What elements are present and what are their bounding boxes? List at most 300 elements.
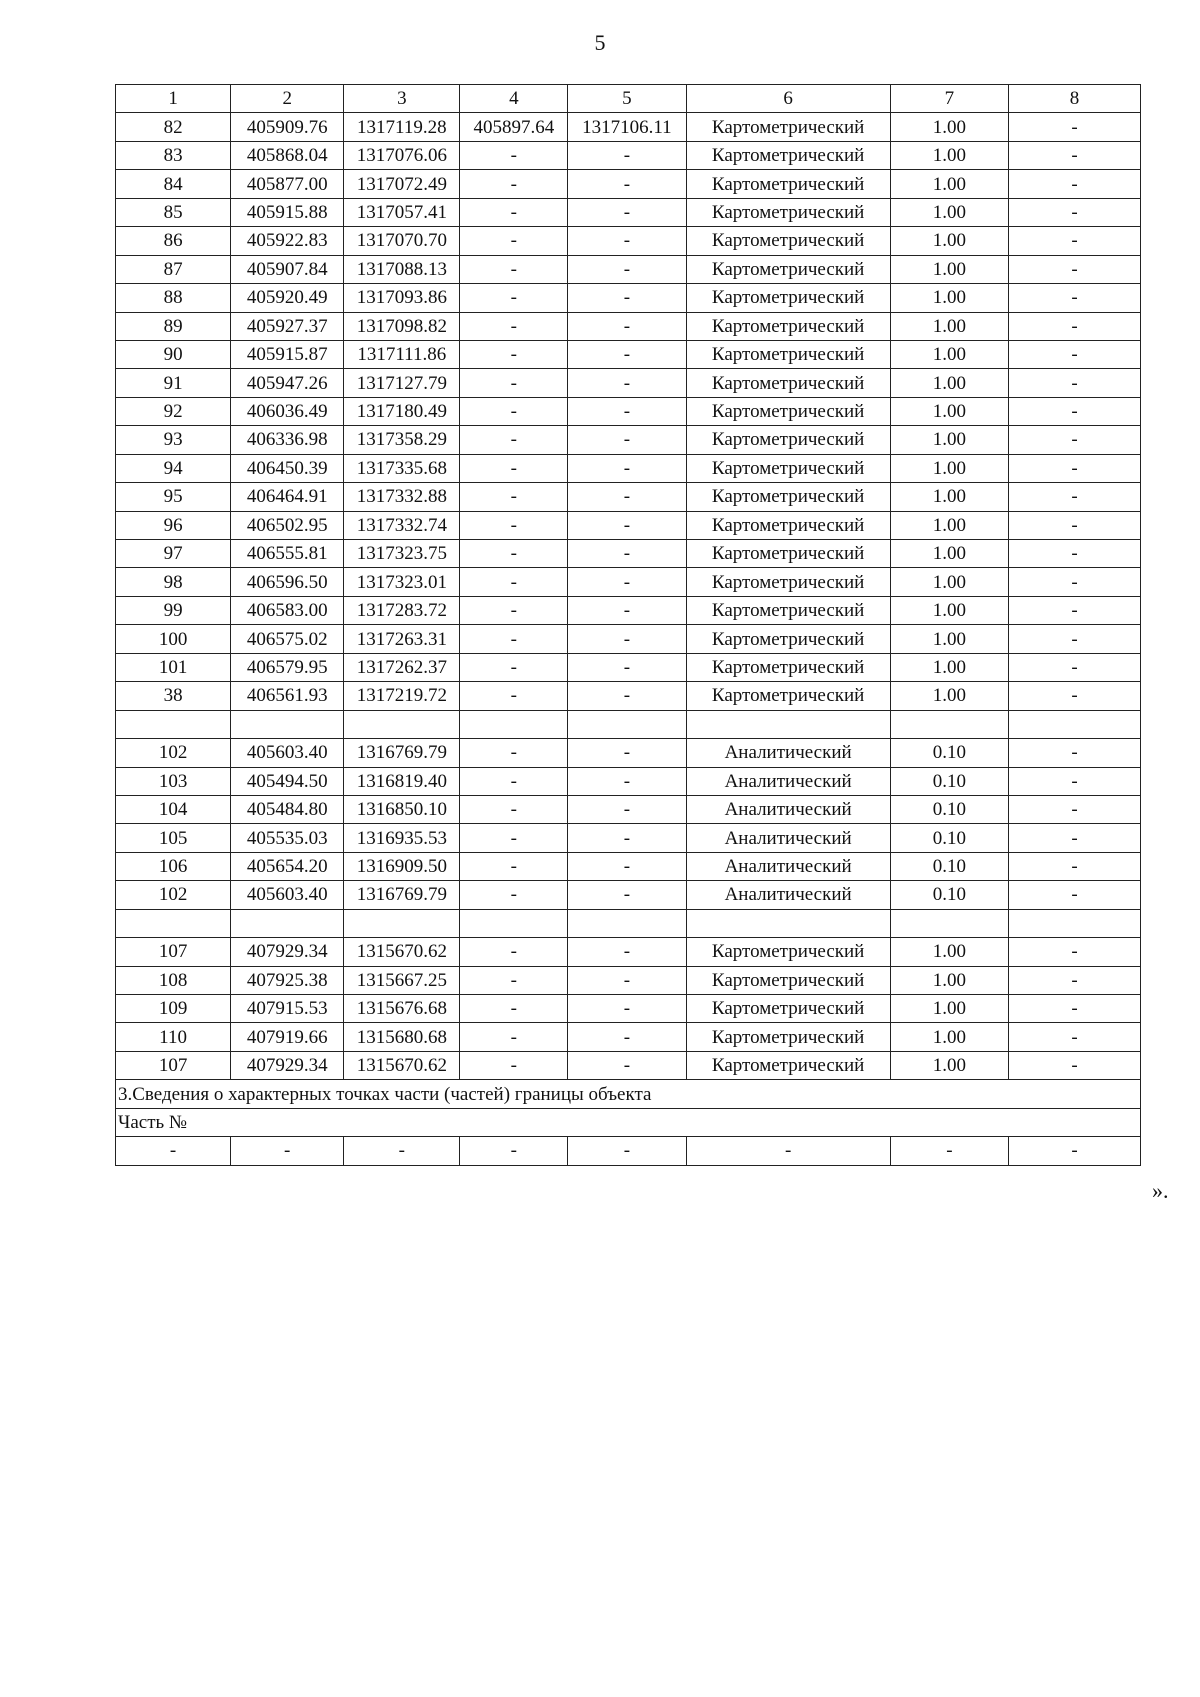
table-cell: - bbox=[568, 1051, 686, 1079]
table-cell: 1317088.13 bbox=[344, 255, 460, 283]
table-cell: Картометрический bbox=[686, 653, 890, 681]
table-cell: 1317283.72 bbox=[344, 596, 460, 624]
table-cell: - bbox=[460, 483, 568, 511]
table-cell: 407919.66 bbox=[231, 1023, 344, 1051]
table-row bbox=[116, 682, 1141, 710]
table-cell: 405907.84 bbox=[231, 255, 344, 283]
table-cell: Картометрический bbox=[686, 995, 890, 1023]
table-row bbox=[116, 198, 1141, 226]
table-cell: 0.10 bbox=[890, 795, 1008, 823]
table-row bbox=[116, 454, 1141, 482]
table-cell: 105 bbox=[116, 824, 231, 852]
table-cell: - bbox=[1009, 511, 1141, 539]
table-cell: 405947.26 bbox=[231, 369, 344, 397]
table-cell: Картометрический bbox=[686, 966, 890, 994]
table-row bbox=[116, 397, 1141, 425]
table-row bbox=[116, 426, 1141, 454]
table-cell: - bbox=[568, 483, 686, 511]
section-title-row-text: 3.Сведения о характерных точках части (частей) границы объекта bbox=[116, 1080, 1141, 1108]
table-cell: 1317070.70 bbox=[344, 227, 460, 255]
table-cell: 1317119.28 bbox=[344, 113, 460, 141]
table-cell: 406450.39 bbox=[231, 454, 344, 482]
table-cell: 406596.50 bbox=[231, 568, 344, 596]
table-cell: 103 bbox=[116, 767, 231, 795]
table-cell: - bbox=[1009, 596, 1141, 624]
table-cell: 95 bbox=[116, 483, 231, 511]
table-cell: 407929.34 bbox=[231, 938, 344, 966]
table-cell: 84 bbox=[116, 170, 231, 198]
table-cell: 1.00 bbox=[890, 397, 1008, 425]
table-cell: Картометрический bbox=[686, 397, 890, 425]
table-cell: 1.00 bbox=[890, 511, 1008, 539]
table-cell: 93 bbox=[116, 426, 231, 454]
table-cell: 405535.03 bbox=[231, 824, 344, 852]
table-cell: 1317358.29 bbox=[344, 426, 460, 454]
table-row bbox=[116, 540, 1141, 568]
table-cell: - bbox=[1009, 824, 1141, 852]
final-row bbox=[116, 1137, 1141, 1165]
table-cell: 102 bbox=[116, 739, 231, 767]
table-cell: - bbox=[568, 1023, 686, 1051]
table-cell: 107 bbox=[116, 1051, 231, 1079]
table-cell: 1317262.37 bbox=[344, 653, 460, 681]
table-cell: Картометрический bbox=[686, 227, 890, 255]
table-cell: Картометрический bbox=[686, 596, 890, 624]
table-cell: 106 bbox=[116, 852, 231, 880]
table-cell: 102 bbox=[116, 881, 231, 909]
table-cell: 405868.04 bbox=[231, 141, 344, 169]
table-cell: 406579.95 bbox=[231, 653, 344, 681]
table-cell: - bbox=[568, 767, 686, 795]
table-cell: Аналитический bbox=[686, 852, 890, 880]
table-cell: - bbox=[1009, 653, 1141, 681]
table-cell: 1316850.10 bbox=[344, 795, 460, 823]
table-cell: 0.10 bbox=[890, 881, 1008, 909]
table-cell: - bbox=[568, 255, 686, 283]
table-row bbox=[116, 938, 1141, 966]
table-cell: 104 bbox=[116, 795, 231, 823]
table-cell: Картометрический bbox=[686, 540, 890, 568]
table-cell: 1315670.62 bbox=[344, 1051, 460, 1079]
table-cell: 1315670.62 bbox=[344, 938, 460, 966]
table-cell: 98 bbox=[116, 568, 231, 596]
table-row bbox=[116, 966, 1141, 994]
table-cell: - bbox=[568, 739, 686, 767]
table-cell: Аналитический bbox=[686, 881, 890, 909]
empty-cell bbox=[686, 710, 890, 738]
table-row bbox=[116, 739, 1141, 767]
table-cell: 405484.80 bbox=[231, 795, 344, 823]
table-cell: - bbox=[460, 966, 568, 994]
empty-cell bbox=[344, 909, 460, 937]
table-cell: - bbox=[1009, 141, 1141, 169]
table-cell: - bbox=[460, 596, 568, 624]
table-cell: - bbox=[460, 227, 568, 255]
table-cell: - bbox=[460, 141, 568, 169]
table-cell: 1.00 bbox=[890, 1051, 1008, 1079]
table-row bbox=[116, 483, 1141, 511]
table-cell: 1.00 bbox=[890, 340, 1008, 368]
table-cell: - bbox=[460, 682, 568, 710]
empty-cell bbox=[890, 710, 1008, 738]
table-cell: - bbox=[460, 255, 568, 283]
table-cell: - bbox=[460, 397, 568, 425]
table-cell: Картометрический bbox=[686, 625, 890, 653]
table-row bbox=[116, 824, 1141, 852]
table-cell: 0.10 bbox=[890, 824, 1008, 852]
table-cell: 0.10 bbox=[890, 739, 1008, 767]
header-row bbox=[116, 85, 1141, 113]
table-cell: 407925.38 bbox=[231, 966, 344, 994]
table-cell: Картометрический bbox=[686, 141, 890, 169]
empty-cell bbox=[568, 710, 686, 738]
table-cell: - bbox=[890, 1137, 1008, 1165]
empty-cell bbox=[1009, 909, 1141, 937]
table-cell: - bbox=[1009, 795, 1141, 823]
table-cell: - bbox=[568, 995, 686, 1023]
page-number: 5 bbox=[594, 30, 606, 55]
table-cell: 406502.95 bbox=[231, 511, 344, 539]
table-cell: Аналитический bbox=[686, 824, 890, 852]
table-cell: - bbox=[1009, 995, 1141, 1023]
empty-cell bbox=[231, 710, 344, 738]
table-cell: - bbox=[1009, 113, 1141, 141]
table-cell: Аналитический bbox=[686, 767, 890, 795]
table-cell: - bbox=[1009, 1137, 1141, 1165]
table-cell: Картометрический bbox=[686, 682, 890, 710]
table-cell: - bbox=[460, 767, 568, 795]
table-cell: - bbox=[568, 625, 686, 653]
table-cell: - bbox=[568, 540, 686, 568]
table-cell: 405920.49 bbox=[231, 284, 344, 312]
table-cell: 1317111.86 bbox=[344, 340, 460, 368]
table-row bbox=[116, 340, 1141, 368]
part-label-row-text: Часть № bbox=[116, 1108, 1141, 1136]
table-cell: 1317127.79 bbox=[344, 369, 460, 397]
table-cell: Картометрический bbox=[686, 198, 890, 226]
table-cell: 94 bbox=[116, 454, 231, 482]
table-cell: 88 bbox=[116, 284, 231, 312]
table-cell: - bbox=[568, 369, 686, 397]
table-cell: 1.00 bbox=[890, 596, 1008, 624]
table-cell: 405922.83 bbox=[231, 227, 344, 255]
table-row bbox=[116, 141, 1141, 169]
table-cell: - bbox=[1009, 938, 1141, 966]
table-cell: 1.00 bbox=[890, 227, 1008, 255]
table-cell: - bbox=[1009, 966, 1141, 994]
table-cell: 406555.81 bbox=[231, 540, 344, 568]
table-cell: 1315680.68 bbox=[344, 1023, 460, 1051]
table-cell: 1315667.25 bbox=[344, 966, 460, 994]
table-row bbox=[116, 795, 1141, 823]
table-cell: Картометрический bbox=[686, 483, 890, 511]
table-cell: - bbox=[460, 312, 568, 340]
table-cell: Картометрический bbox=[686, 1051, 890, 1079]
table-cell: - bbox=[568, 284, 686, 312]
table-cell: 1315676.68 bbox=[344, 995, 460, 1023]
table-cell: - bbox=[568, 170, 686, 198]
table-cell: 86 bbox=[116, 227, 231, 255]
table-cell: - bbox=[116, 1137, 231, 1165]
table-cell: 1316769.79 bbox=[344, 881, 460, 909]
table-cell: 1317093.86 bbox=[344, 284, 460, 312]
table-cell: Аналитический bbox=[686, 795, 890, 823]
table-cell: 85 bbox=[116, 198, 231, 226]
table-cell: Картометрический bbox=[686, 568, 890, 596]
table-cell: 87 bbox=[116, 255, 231, 283]
empty-cell bbox=[686, 909, 890, 937]
table-cell: 4 bbox=[460, 85, 568, 113]
table-cell: - bbox=[460, 653, 568, 681]
table-cell: 1317323.01 bbox=[344, 568, 460, 596]
table-cell: - bbox=[1009, 881, 1141, 909]
table-cell: 1.00 bbox=[890, 966, 1008, 994]
table-cell: 1.00 bbox=[890, 198, 1008, 226]
table-cell: 99 bbox=[116, 596, 231, 624]
table-cell: 96 bbox=[116, 511, 231, 539]
table-cell: - bbox=[1009, 767, 1141, 795]
table-cell: 1317106.11 bbox=[568, 113, 686, 141]
table-cell: Картометрический bbox=[686, 284, 890, 312]
table-cell: - bbox=[1009, 198, 1141, 226]
table-cell: 0.10 bbox=[890, 767, 1008, 795]
table-cell: 0.10 bbox=[890, 852, 1008, 880]
table-row bbox=[116, 170, 1141, 198]
table-cell: Картометрический bbox=[686, 426, 890, 454]
table-row bbox=[116, 625, 1141, 653]
table-cell: 1.00 bbox=[890, 369, 1008, 397]
table-cell: Картометрический bbox=[686, 255, 890, 283]
table-cell: - bbox=[568, 795, 686, 823]
table-cell: 107 bbox=[116, 938, 231, 966]
table-cell: 407929.34 bbox=[231, 1051, 344, 1079]
closing-quote-mark: ». bbox=[1152, 1178, 1169, 1203]
part-label-row bbox=[116, 1108, 1141, 1136]
coordinates-table bbox=[115, 84, 1141, 1166]
table-row bbox=[116, 255, 1141, 283]
table-cell: 83 bbox=[116, 141, 231, 169]
table-cell: - bbox=[460, 568, 568, 596]
table-cell: 1317263.31 bbox=[344, 625, 460, 653]
table-cell: - bbox=[568, 397, 686, 425]
table-cell: 405915.87 bbox=[231, 340, 344, 368]
table-cell: 91 bbox=[116, 369, 231, 397]
table-cell: - bbox=[460, 625, 568, 653]
table-cell: - bbox=[568, 966, 686, 994]
table-cell: - bbox=[460, 454, 568, 482]
table-cell: 405603.40 bbox=[231, 881, 344, 909]
table-cell: - bbox=[568, 1137, 686, 1165]
table-cell: 1317323.75 bbox=[344, 540, 460, 568]
table-cell: 405654.20 bbox=[231, 852, 344, 880]
empty-cell bbox=[460, 909, 568, 937]
table-cell: 90 bbox=[116, 340, 231, 368]
table-cell: - bbox=[568, 824, 686, 852]
table-cell: 1.00 bbox=[890, 255, 1008, 283]
table-row bbox=[116, 852, 1141, 880]
table-cell: - bbox=[568, 568, 686, 596]
table-cell: 406583.00 bbox=[231, 596, 344, 624]
table-cell: - bbox=[460, 824, 568, 852]
table-row bbox=[116, 1051, 1141, 1079]
table-cell: 92 bbox=[116, 397, 231, 425]
table-cell: 1.00 bbox=[890, 682, 1008, 710]
table-cell: 1316935.53 bbox=[344, 824, 460, 852]
table-cell: - bbox=[460, 170, 568, 198]
table-cell: 3 bbox=[344, 85, 460, 113]
table-row bbox=[116, 995, 1141, 1023]
table-cell: 5 bbox=[568, 85, 686, 113]
table-cell: - bbox=[568, 141, 686, 169]
table-cell: 1.00 bbox=[890, 284, 1008, 312]
empty-cell bbox=[116, 909, 231, 937]
table-cell: 1316909.50 bbox=[344, 852, 460, 880]
table-cell: 1.00 bbox=[890, 540, 1008, 568]
table-cell: - bbox=[1009, 540, 1141, 568]
table-cell: - bbox=[686, 1137, 890, 1165]
table-cell: Картометрический bbox=[686, 1023, 890, 1051]
table-cell: - bbox=[568, 198, 686, 226]
table-cell: 1.00 bbox=[890, 312, 1008, 340]
table-cell: 1317076.06 bbox=[344, 141, 460, 169]
table-cell: - bbox=[344, 1137, 460, 1165]
section-title-row bbox=[116, 1080, 1141, 1108]
table-cell: - bbox=[1009, 568, 1141, 596]
table-cell: - bbox=[568, 938, 686, 966]
table-cell: 1 bbox=[116, 85, 231, 113]
table-cell: - bbox=[460, 284, 568, 312]
table-cell: 108 bbox=[116, 966, 231, 994]
table-cell: - bbox=[460, 1051, 568, 1079]
table-cell: 97 bbox=[116, 540, 231, 568]
table-cell: - bbox=[460, 1137, 568, 1165]
table-cell: 1317219.72 bbox=[344, 682, 460, 710]
table-cell: - bbox=[1009, 170, 1141, 198]
table-cell: 1.00 bbox=[890, 483, 1008, 511]
table-cell: 406336.98 bbox=[231, 426, 344, 454]
table-row bbox=[116, 511, 1141, 539]
table-cell: - bbox=[1009, 1051, 1141, 1079]
table-cell: 1.00 bbox=[890, 1023, 1008, 1051]
table-cell: 1.00 bbox=[890, 568, 1008, 596]
table-cell: 101 bbox=[116, 653, 231, 681]
table-cell: - bbox=[460, 369, 568, 397]
table-cell: 1316819.40 bbox=[344, 767, 460, 795]
table-cell: - bbox=[568, 340, 686, 368]
table-cell: Картометрический bbox=[686, 340, 890, 368]
table-cell: Картометрический bbox=[686, 369, 890, 397]
table-cell: Картометрический bbox=[686, 170, 890, 198]
table-cell: - bbox=[460, 426, 568, 454]
table-cell: Картометрический bbox=[686, 938, 890, 966]
table-row bbox=[116, 227, 1141, 255]
table-cell: Картометрический bbox=[686, 511, 890, 539]
table-cell: Картометрический bbox=[686, 312, 890, 340]
table-cell: - bbox=[460, 795, 568, 823]
table-cell: 1316769.79 bbox=[344, 739, 460, 767]
table-cell: - bbox=[1009, 1023, 1141, 1051]
table-cell: - bbox=[1009, 369, 1141, 397]
table-cell: 407915.53 bbox=[231, 995, 344, 1023]
table-cell: 405603.40 bbox=[231, 739, 344, 767]
table-cell: - bbox=[1009, 454, 1141, 482]
table-cell: - bbox=[1009, 739, 1141, 767]
empty-cell bbox=[460, 710, 568, 738]
table-cell: - bbox=[568, 426, 686, 454]
table-cell: 6 bbox=[686, 85, 890, 113]
table-cell: 1317180.49 bbox=[344, 397, 460, 425]
table-cell: 406036.49 bbox=[231, 397, 344, 425]
empty-cell bbox=[231, 909, 344, 937]
table-cell: 89 bbox=[116, 312, 231, 340]
separator-row bbox=[116, 710, 1141, 738]
table-row bbox=[116, 1023, 1141, 1051]
table-cell: - bbox=[568, 511, 686, 539]
coordinates-table-body bbox=[116, 85, 1141, 1166]
table-cell: - bbox=[1009, 284, 1141, 312]
table-cell: - bbox=[1009, 426, 1141, 454]
table-cell: - bbox=[460, 938, 568, 966]
table-cell: 110 bbox=[116, 1023, 231, 1051]
empty-cell bbox=[568, 909, 686, 937]
table-cell: - bbox=[568, 852, 686, 880]
table-row bbox=[116, 596, 1141, 624]
table-cell: - bbox=[460, 995, 568, 1023]
table-cell: 405494.50 bbox=[231, 767, 344, 795]
table-cell: - bbox=[460, 881, 568, 909]
table-cell: - bbox=[568, 682, 686, 710]
table-cell: 1317332.74 bbox=[344, 511, 460, 539]
table-cell: 1317072.49 bbox=[344, 170, 460, 198]
empty-cell bbox=[116, 710, 231, 738]
table-cell: - bbox=[460, 511, 568, 539]
table-cell: 1.00 bbox=[890, 170, 1008, 198]
table-cell: - bbox=[1009, 397, 1141, 425]
table-cell: - bbox=[1009, 227, 1141, 255]
table-cell: Картометрический bbox=[686, 113, 890, 141]
empty-cell bbox=[1009, 710, 1141, 738]
table-cell: 406575.02 bbox=[231, 625, 344, 653]
table-cell: 8 bbox=[1009, 85, 1141, 113]
table-cell: - bbox=[460, 198, 568, 226]
table-cell: - bbox=[1009, 682, 1141, 710]
table-cell: - bbox=[460, 1023, 568, 1051]
table-cell: - bbox=[568, 227, 686, 255]
table-cell: - bbox=[568, 454, 686, 482]
table-row bbox=[116, 284, 1141, 312]
table-row bbox=[116, 369, 1141, 397]
table-cell: - bbox=[1009, 340, 1141, 368]
table-cell: - bbox=[231, 1137, 344, 1165]
table-cell: 1317332.88 bbox=[344, 483, 460, 511]
table-cell: 7 bbox=[890, 85, 1008, 113]
table-cell: 405877.00 bbox=[231, 170, 344, 198]
empty-cell bbox=[890, 909, 1008, 937]
table-cell: Аналитический bbox=[686, 739, 890, 767]
table-cell: 100 bbox=[116, 625, 231, 653]
table-row bbox=[116, 568, 1141, 596]
table-cell: 1.00 bbox=[890, 454, 1008, 482]
table-cell: 1317098.82 bbox=[344, 312, 460, 340]
table-cell: 2 bbox=[231, 85, 344, 113]
table-cell: 1.00 bbox=[890, 653, 1008, 681]
separator-row bbox=[116, 909, 1141, 937]
table-row bbox=[116, 767, 1141, 795]
table-cell: 1.00 bbox=[890, 625, 1008, 653]
table-row bbox=[116, 113, 1141, 141]
table-cell: 1317057.41 bbox=[344, 198, 460, 226]
table-cell: - bbox=[1009, 255, 1141, 283]
